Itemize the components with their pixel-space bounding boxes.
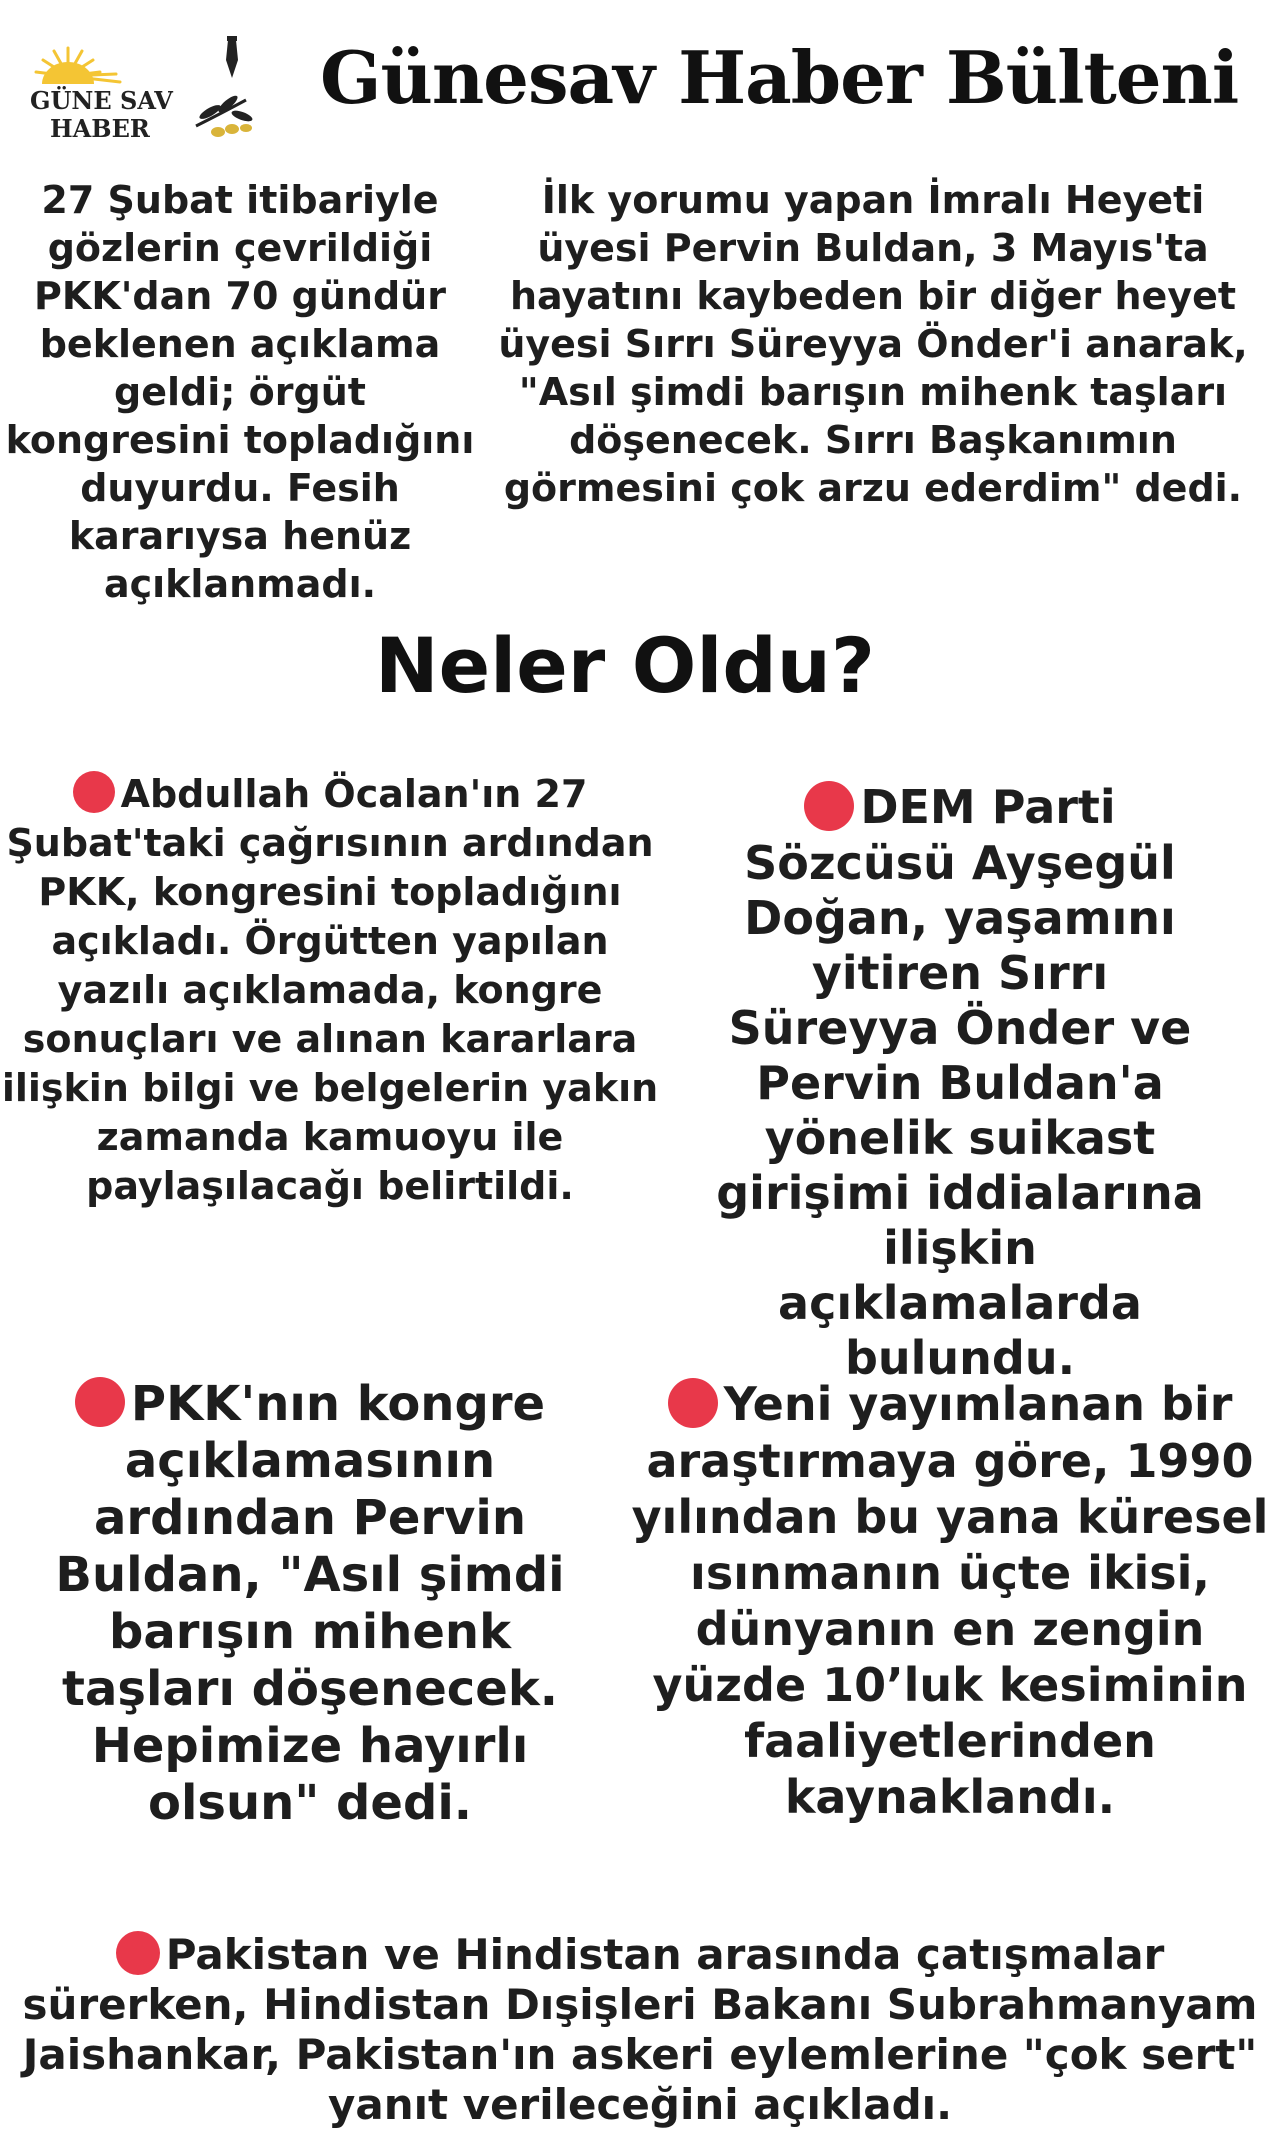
news-item <box>30 1376 590 1832</box>
red-circle-bullet-icon <box>804 781 854 831</box>
section-heading: Neler Oldu? <box>375 621 875 710</box>
news-item <box>0 1930 1280 2130</box>
red-circle-bullet-icon <box>668 1378 718 1428</box>
news-text: Yeni yayımlanan bir araştırmaya göre, 1990 yılından bu yana küresel ısınmanın üçte ikisi, dünyanın en zengin yüzde 10’luk kesiminin faaliyetlerinden kaynaklandı. <box>631 1377 1269 1824</box>
news-text: Pakistan ve Hindistan arasında çatışmalar sürerken, Hindistan Dışişleri Bakanı Subrahmanyam Jaishankar, Pakistan'ın askeri eylemlerine "çok sert" yanıt verileceğini açıkladı. <box>22 1930 1258 2129</box>
logo-text-main: GÜNE SAV <box>30 86 173 115</box>
logo <box>20 34 260 154</box>
news-text: Abdullah Öcalan'ın 27 Şubat'taki çağrısının ardından PKK, kongresini topladığını açıkladı. Örgütten yapılan yazılı açıklamada, kongre sonuçları ve alınan kararlara ilişkin bilgi ve belgelerin yakın zamanda kamuoyu ile paylaşılacağı belirtildi. <box>1 772 659 1208</box>
intro-right: İlk yorumu yapan İmralı Heyeti üyesi Pervin Buldan, 3 Mayıs'ta hayatını kaybeden bir diğer heyet üyesi Sırrı Süreyya Önder'i anarak, "Asıl şimdi barışın mihenk taşları döşenecek. Sırrı Başkanımın görmesini çok arzu ederdim" dedi. <box>498 178 1248 510</box>
page-title: Günesav Haber Bülteni <box>320 35 1239 120</box>
news-item <box>0 770 660 1211</box>
red-circle-bullet-icon <box>116 1931 160 1975</box>
logo-text-sub: HABER <box>50 114 150 143</box>
news-text: DEM Parti Sözcüsü Ayşegül Doğan, yaşamını yitiren Sırrı Süreyya Önder ve Pervin Buldan'a yönelik suikast girişimi iddialarına ilişkin açıklamalarda bulundu. <box>716 780 1204 1385</box>
red-circle-bullet-icon <box>75 1377 125 1427</box>
news-item <box>630 1376 1270 1825</box>
news-item <box>700 780 1220 1386</box>
red-circle-bullet-icon <box>73 771 115 813</box>
news-text: PKK'nın kongre açıklamasının ardından Pervin Buldan, "Asıl şimdi barışın mihenk taşları döşenecek. Hepimize hayırlı olsun" dedi. <box>55 1376 565 1831</box>
intro-left: 27 Şubat itibariyle gözlerin çevrildiği PKK'dan 70 gündür beklenen açıklama geldi; örgüt kongresini topladığını duyurdu. Fesih kararıysa henüz açıklanmadı. <box>5 178 475 606</box>
